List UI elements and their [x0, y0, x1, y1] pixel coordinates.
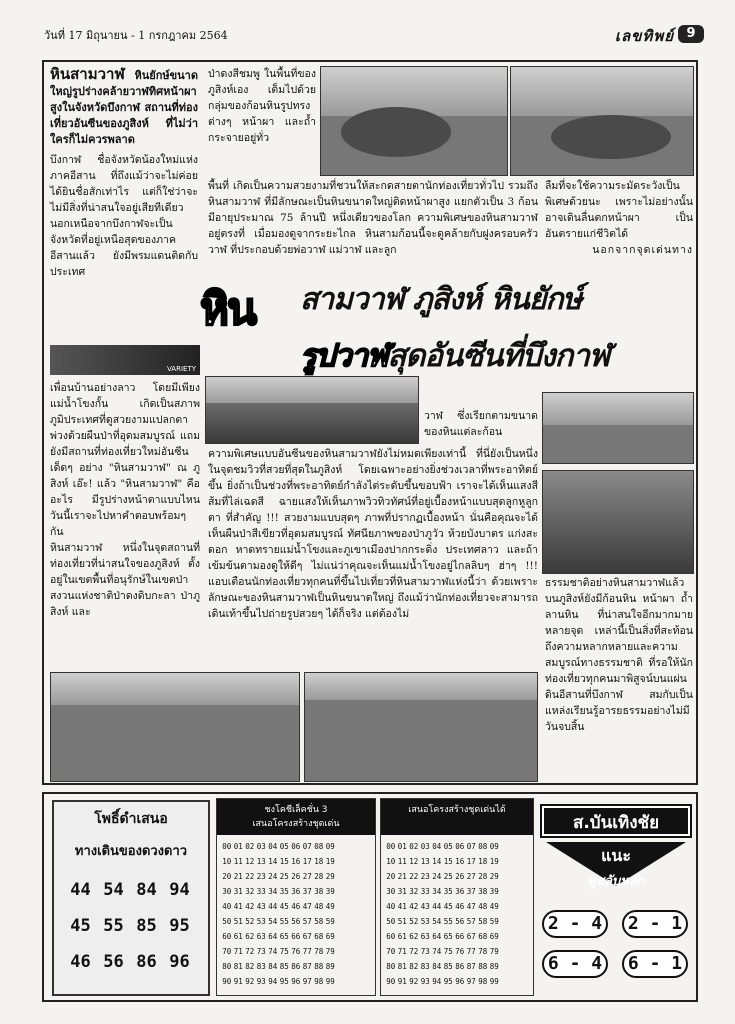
chart-cell: 44: [432, 902, 442, 911]
chart-cell: 87: [466, 962, 476, 971]
chart-cell: 40: [222, 902, 232, 911]
chart-row: [221, 959, 371, 974]
chart-cell: 54: [268, 917, 278, 926]
chart-cell: 57: [302, 917, 312, 926]
chart-cell: 87: [302, 962, 312, 971]
chart-cell: 51: [233, 917, 243, 926]
chart-cell: 86: [291, 962, 301, 971]
pair-badge: 2 - 4: [542, 910, 608, 938]
chart-cell: 45: [443, 902, 453, 911]
chart-cell: 25: [279, 872, 289, 881]
chart-cell: 34: [268, 887, 278, 896]
chart-cell: 52: [409, 917, 419, 926]
chart-cell: 46: [291, 902, 301, 911]
chart-cell: 04: [268, 842, 278, 851]
pair-badge: 6 - 1: [622, 950, 688, 978]
page-header: [44, 24, 704, 46]
chart-cell: 63: [420, 932, 430, 941]
chart-cell: 24: [432, 872, 442, 881]
chart-cell: 98: [314, 977, 324, 986]
chart-cell: 70: [222, 947, 232, 956]
chart-cell: 06: [291, 842, 301, 851]
chart-cell: 96: [455, 977, 465, 986]
chart-cell: 94: [432, 977, 442, 986]
chart-cell: 79: [325, 947, 335, 956]
chart-cell: 97: [302, 977, 312, 986]
chart-cell: 68: [314, 932, 324, 941]
chart-cell: 76: [455, 947, 465, 956]
number-chart-2: [380, 798, 534, 996]
chart-cell: 73: [256, 947, 266, 956]
pairs-label: คู่สลับหลัก: [587, 874, 645, 889]
chart-cell: 04: [432, 842, 442, 851]
photo-sky: [206, 377, 418, 403]
chart-cell: 13: [420, 857, 430, 866]
chart-cell: 84: [432, 962, 442, 971]
chart-cell: 09: [325, 842, 335, 851]
photo-rock-2: [510, 66, 694, 176]
chart-cell: 19: [489, 857, 499, 866]
chart-cell: 31: [233, 887, 243, 896]
chart-cell: 22: [409, 872, 419, 881]
chart-cell: 63: [256, 932, 266, 941]
chart-cell: 06: [455, 842, 465, 851]
chart-cell: 40: [386, 902, 396, 911]
chart-cell: 67: [302, 932, 312, 941]
chart-cell: 95: [443, 977, 453, 986]
chart-cell: 26: [455, 872, 465, 881]
chart-cell: 62: [245, 932, 255, 941]
chart-cell: 64: [432, 932, 442, 941]
brand-name: เลขทิพย์: [614, 27, 674, 45]
chart-row: [221, 944, 371, 959]
chart-cell: 39: [489, 887, 499, 896]
recommend-nae: แนะ: [601, 846, 631, 865]
recommend-panel: [538, 798, 694, 996]
chart-cell: 90: [386, 977, 396, 986]
chart-cell: 32: [245, 887, 255, 896]
photo-rock-shape: [551, 115, 671, 159]
chart-cell: 68: [478, 932, 488, 941]
chart-cell: 17: [302, 857, 312, 866]
chart-cell: 74: [432, 947, 442, 956]
chart-cell: 85: [279, 962, 289, 971]
chart-cell: 00: [222, 842, 232, 851]
chart-cell: 47: [302, 902, 312, 911]
chart-cell: 48: [314, 902, 324, 911]
chart-cell: 20: [222, 872, 232, 881]
page-number: 9: [678, 25, 704, 43]
chart-cells: [217, 835, 375, 993]
pair-badge: 6 - 4: [542, 950, 608, 978]
chart-cell: 74: [268, 947, 278, 956]
photo-rock-3: [542, 392, 694, 464]
chart-cell: 27: [466, 872, 476, 881]
number-chart-1: [216, 798, 376, 996]
headline-title-1: สามวาฬ ภูสิงห์ หินยักษ์: [300, 282, 582, 317]
chart-cell: 75: [279, 947, 289, 956]
chart-cell: 14: [268, 857, 278, 866]
chart-cell: 12: [409, 857, 419, 866]
chart-cell: 47: [466, 902, 476, 911]
chart-cell: 80: [222, 962, 232, 971]
chart-cell: 55: [443, 917, 453, 926]
chart-cell: 02: [409, 842, 419, 851]
chart-cell: 69: [325, 932, 335, 941]
chart-cell: 20: [386, 872, 396, 881]
photo-sky: [511, 67, 693, 116]
chart-cell: 27: [302, 872, 312, 881]
pick-title: โพธิ์ดำเสนอ: [94, 811, 168, 827]
right-top-continued: นอกจากจุดเด่นทาง: [592, 244, 693, 256]
headline-rest-word: สุดอันซีนที่บึงกาฬ: [387, 338, 610, 374]
chart-cell: 60: [386, 932, 396, 941]
chart-cell: 64: [268, 932, 278, 941]
chart-cell: 05: [443, 842, 453, 851]
mid-lower-text: วาฬ ซึ่งเรียกตามขนาดของหินแต่ละก้อน: [424, 410, 538, 438]
chart-cell: 08: [478, 842, 488, 851]
chart-cell: 53: [256, 917, 266, 926]
chart-cell: 81: [397, 962, 407, 971]
chart-row: [221, 899, 371, 914]
lead-title: หินสามวาฬ: [50, 65, 125, 83]
headline-line-1: [200, 270, 700, 335]
chart-cell: 01: [233, 842, 243, 851]
pick-number-grid: [64, 880, 204, 988]
chart-cell: 66: [291, 932, 301, 941]
chart-cell: 92: [245, 977, 255, 986]
chart-row: [385, 959, 529, 974]
chart-cell: 25: [443, 872, 453, 881]
chart-cell: 59: [325, 917, 335, 926]
chart-row: [385, 899, 529, 914]
chart-cell: 51: [397, 917, 407, 926]
chart-cell: 43: [256, 902, 266, 911]
chart-cell: 05: [279, 842, 289, 851]
pick-number: 94: [169, 880, 190, 900]
chart-header: [381, 799, 533, 835]
chart-row: [221, 854, 371, 869]
chart-cell: 44: [268, 902, 278, 911]
chart-row: [385, 884, 529, 899]
pair-badge: 2 - 1: [622, 910, 688, 938]
lead-column: [50, 66, 198, 378]
photo-rock-1: [320, 66, 508, 176]
chart-row: [385, 974, 529, 989]
recommend-title: ส.บันเทิงชัย: [542, 806, 690, 836]
lead-text: หินยักษ์ขนาดใหญ่รูปร่างคล้ายวาฬทิศหน้าผาสูงในจังหวัดบึงกาฬ สถานที่ท่องเที่ยวอันซีนของภูสิงห์ ที่ไม่ว่าใครก็ไม่ควรพลาด: [50, 69, 198, 146]
chart-cell: 10: [222, 857, 232, 866]
chart-cell: 98: [478, 977, 488, 986]
chart-cell: 36: [455, 887, 465, 896]
chart-cell: 38: [478, 887, 488, 896]
variety-label: VARIETY: [166, 365, 196, 373]
chart-row: [221, 884, 371, 899]
chart-title: ชงโคชีเล็คชั่น 3: [264, 805, 328, 815]
chart-cell: 96: [291, 977, 301, 986]
pick-number: 44: [70, 880, 91, 900]
headline-line-2: [300, 330, 700, 376]
chart-cell: 76: [291, 947, 301, 956]
chart-cell: 59: [489, 917, 499, 926]
chart-cell: 42: [409, 902, 419, 911]
chart-cell: 78: [314, 947, 324, 956]
chart-row: [385, 869, 529, 884]
chart-cell: 61: [397, 932, 407, 941]
chart-cell: 35: [279, 887, 289, 896]
chart-cell: 17: [466, 857, 476, 866]
chart-cell: 65: [279, 932, 289, 941]
chart-cell: 15: [443, 857, 453, 866]
chart-cell: 81: [233, 962, 243, 971]
chart-cell: 91: [397, 977, 407, 986]
photo-road-sunset: [205, 376, 419, 444]
issue-date: วันที่ 17 มิถุนายน - 1 กรกฎาคม 2564: [44, 29, 228, 42]
pick-number: 54: [103, 880, 124, 900]
chart-cell: 13: [256, 857, 266, 866]
chart-cell: 39: [325, 887, 335, 896]
chart-cell: 89: [325, 962, 335, 971]
chart-cell: 99: [325, 977, 335, 986]
pick-number: 85: [136, 916, 157, 936]
right-top-text: [545, 178, 693, 258]
chart-cell: 11: [233, 857, 243, 866]
left-paragraph-3: หินสามวาฬ หนึ่งในจุดสถานที่ท่องเที่ยวที่น่าสนใจของภูสิงห์ ตั้งอยู่ในเขตพื้นที่อนุรักษ์ในเขตป่าสงวนแห่งชาติป่าดงดิบกะลา ป่าภูสิงห์ และ: [50, 542, 200, 618]
pick-subtitle: ทางเดินของดวงดาว: [74, 844, 188, 859]
chart-cell: 92: [409, 977, 419, 986]
chart-cell: 01: [397, 842, 407, 851]
chart-cell: 85: [443, 962, 453, 971]
pick-number: 84: [136, 880, 157, 900]
chart-cell: 23: [256, 872, 266, 881]
chart-cell: 30: [386, 887, 396, 896]
chart-row: [221, 869, 371, 884]
chart-cells: [381, 835, 533, 993]
chart-cell: 84: [268, 962, 278, 971]
pick-number: 55: [103, 916, 124, 936]
chart-cell: 24: [268, 872, 278, 881]
lottery-panel: [42, 792, 698, 1002]
mid-top-text: ป่าดงสีชมพู ในพื้นที่ของภูสิงห์เอง เต็มไปด้วยกลุ่มของก้อนหินรูปทรงต่างๆ หน้าผา และถ้ำ กระจายอยู่ทั่ว: [208, 68, 316, 144]
chart-cell: 22: [245, 872, 255, 881]
chart-cell: 99: [489, 977, 499, 986]
chart-cell: 75: [443, 947, 453, 956]
chart-cell: 02: [245, 842, 255, 851]
pick-number: 56: [103, 952, 124, 972]
chart-cell: 30: [222, 887, 232, 896]
chart-cell: 97: [466, 977, 476, 986]
photo-sky: [543, 393, 693, 425]
chart-cell: 07: [466, 842, 476, 851]
chart-cell: 14: [432, 857, 442, 866]
chart-cell: 26: [291, 872, 301, 881]
chart-row: [221, 929, 371, 944]
chart-cell: 37: [466, 887, 476, 896]
chart-cell: 86: [455, 962, 465, 971]
chart-cell: 48: [478, 902, 488, 911]
chart-cell: 69: [489, 932, 499, 941]
chart-header: [217, 799, 375, 835]
chart-cell: 90: [222, 977, 232, 986]
pick-number: 96: [169, 952, 190, 972]
chart-cell: 60: [222, 932, 232, 941]
chart-cell: 28: [314, 872, 324, 881]
chart-cell: 45: [279, 902, 289, 911]
chart-cell: 16: [291, 857, 301, 866]
chart-cell: 95: [279, 977, 289, 986]
chart-cell: 08: [314, 842, 324, 851]
chart-cell: 33: [420, 887, 430, 896]
chart-cell: 77: [466, 947, 476, 956]
headline-hin: หิน: [200, 284, 256, 335]
mid-wide-text: พื้นที่ เกิดเป็นความสวยงามที่ชวนให้สะกดสายตานักท่องเที่ยวทั่วไป รวมถึงหินสามวาฬ ที่มีลักษณะเป็นหินขนาดใหญ่ติดหน้าผาสูง แยกตัวเป็น 3 ก้อน มีอายุประมาณ 75 ล้านปี หนึ่งเดียวของโลก ความพิเศษของหินสามวาฬอยู่ตรงที่ เมื่อมองดูจากระยะไกล หินสามก้อนนี้จะดูคล้ายกับฝูงครอบครัววาฬ ที่ประกอบด้วยพ่อวาฬ แม่วาฬ และลูก: [208, 180, 538, 256]
chart-cell: 41: [397, 902, 407, 911]
chart-cell: 55: [279, 917, 289, 926]
pick-number: 45: [70, 916, 91, 936]
chart-cell: 50: [386, 917, 396, 926]
photo-sky: [51, 673, 299, 705]
chart-row: [221, 974, 371, 989]
chart-cell: 88: [478, 962, 488, 971]
pick-number: 95: [169, 916, 190, 936]
chart-cell: 33: [256, 887, 266, 896]
chart-cell: 23: [420, 872, 430, 881]
chart-cell: 28: [478, 872, 488, 881]
chart-cell: 62: [409, 932, 419, 941]
variety-banner: [50, 345, 200, 375]
chart-cell: 37: [302, 887, 312, 896]
chart-cell: 83: [420, 962, 430, 971]
headline-outline-word: รูปวาฬ: [300, 338, 388, 374]
headline-title-2: [300, 338, 609, 374]
chart-cell: 54: [432, 917, 442, 926]
photo-rock-shape: [341, 107, 451, 157]
chart-cell: 09: [489, 842, 499, 851]
chart-title: เสนอโครงสร้างชุดเด่นได้: [408, 805, 506, 815]
chart-cell: 77: [302, 947, 312, 956]
chart-cell: 89: [489, 962, 499, 971]
chart-cell: 19: [325, 857, 335, 866]
pick-box: [52, 800, 210, 996]
chart-cell: 03: [256, 842, 266, 851]
chart-row: [385, 929, 529, 944]
chart-cell: 71: [397, 947, 407, 956]
left-paragraph-1: บึงกาฬ ชื่อจังหวัดน้องใหม่แห่งภาคอีสาน ที่ถึงแม้ว่าจะไม่ค่อยได้ยินชื่อสักเท่าไร แต่ก็ใช่ว่าจะไม่มีสิ่งที่น่าสนใจอยู่เสียทีเดียว นอกเหนือจากบึงกาฬจะเป็นจังหวัดที่อยู่เหนือสุดของภาคอีสานแล้ว ยังมีพรมแดนติดกับประเทศ: [50, 154, 198, 278]
chart-cell: 18: [314, 857, 324, 866]
chart-cell: 61: [233, 932, 243, 941]
chart-row: [385, 944, 529, 959]
chart-row: [221, 914, 371, 929]
chart-cell: 79: [489, 947, 499, 956]
chart-cell: 53: [420, 917, 430, 926]
chart-cell: 72: [245, 947, 255, 956]
chart-cell: 70: [386, 947, 396, 956]
chart-cell: 16: [455, 857, 465, 866]
chart-cell: 93: [256, 977, 266, 986]
pick-number: 46: [70, 952, 91, 972]
chart-cell: 43: [420, 902, 430, 911]
chart-cell: 12: [245, 857, 255, 866]
chart-cell: 38: [314, 887, 324, 896]
photo-sky: [305, 673, 537, 700]
left-bottom-column: [50, 380, 200, 670]
chart-cell: 50: [222, 917, 232, 926]
chart-cell: 82: [409, 962, 419, 971]
chart-cell: 31: [397, 887, 407, 896]
chart-cell: 11: [397, 857, 407, 866]
chart-cell: 65: [443, 932, 453, 941]
chart-cell: 94: [268, 977, 278, 986]
chart-cell: 82: [245, 962, 255, 971]
chart-subtitle: เสนอโครงสร้างชุดเด่น: [252, 819, 340, 829]
chart-cell: 80: [386, 962, 396, 971]
photo-cloud-sea: [542, 470, 694, 574]
chart-cell: 35: [443, 887, 453, 896]
chart-cell: 18: [478, 857, 488, 866]
chart-cell: 34: [432, 887, 442, 896]
chart-cell: 00: [386, 842, 396, 851]
chart-cell: 83: [256, 962, 266, 971]
chart-cell: 10: [386, 857, 396, 866]
pick-number: 86: [136, 952, 157, 972]
chart-row: [385, 914, 529, 929]
chart-cell: 58: [314, 917, 324, 926]
chart-cell: 42: [245, 902, 255, 911]
chart-cell: 03: [420, 842, 430, 851]
chart-cell: 91: [233, 977, 243, 986]
chart-cell: 57: [466, 917, 476, 926]
chart-cell: 67: [466, 932, 476, 941]
chart-cell: 15: [279, 857, 289, 866]
chart-cell: 49: [489, 902, 499, 911]
chart-row: [385, 854, 529, 869]
chart-cell: 46: [455, 902, 465, 911]
photo-hill: [50, 672, 300, 782]
chart-cell: 71: [233, 947, 243, 956]
chart-cell: 41: [233, 902, 243, 911]
chart-cell: 56: [455, 917, 465, 926]
right-body-text: ธรรมชาติอย่างหินสามวาฬแล้ว บนภูสิงห์ยังมีก้อนหิน หน้าผา ถ้ำ ลานหิน ที่น่าสนใจอีกมากมายหลายจุด เหล่านี้เป็นสิ่งที่สะท้อนถึงความหลากหลายและความสมบูรณ์ทางธรรมชาติ ที่รอให้นักท่องเที่ยวทุกคนมาพิสูจน์บนแผ่นดินอีสานที่บึงกาฬ สมกับเป็นแหล่งเรียนรู้อารยธรรมอย่างไม่มีวันจบสิ้น: [545, 577, 693, 733]
chart-cell: 56: [291, 917, 301, 926]
chart-cell: 21: [397, 872, 407, 881]
photo-rocky-field: [304, 672, 538, 782]
chart-cell: 58: [478, 917, 488, 926]
chart-cell: 52: [245, 917, 255, 926]
chart-cell: 88: [314, 962, 324, 971]
chart-row: [221, 839, 371, 854]
chart-cell: 72: [409, 947, 419, 956]
lead-paragraph: [50, 66, 198, 148]
chart-cell: 66: [455, 932, 465, 941]
chart-cell: 49: [325, 902, 335, 911]
chart-cell: 29: [325, 872, 335, 881]
chart-cell: 78: [478, 947, 488, 956]
chart-cell: 32: [409, 887, 419, 896]
mid-body-text: ความพิเศษแบบอันซีนของหินสามวาฬยังไม่หมดเพียงเท่านี้ ที่นี่ยังเป็นหนึ่งในจุดชมวิวที่สวยที่สุดในภูสิงห์ โดยเฉพาะอย่างยิ่งช่วงเวลาที่พระอาทิตย์ขึ้น ยิ่งถ้าเป็นช่วงที่พระอาทิตย์กำลังไต่ระดับขึ้นขอบฟ้า เราจะได้เห็นแสงสีส้มที่ไล่เฉดสี ฉายแสงให้เห็นภาพวิวทิวทัศน์ที่อยู่เบื้องหน้าแบบสุดลูกหูลูกตา ที่สำคัญ !!! สวยงามแบบสุดๆ ภาพที่ปรากฏเบื้องหน้า นั่นคือคุณจะได้เห็นผืนป่าสีเขียวที่อุดมสมบูรณ์ ทัศนียภาพของป่าภูวัว ห้วยบังบาตร แก่งสะดอก หาดทรายแม่น้ำโขงและภูเขาเมืองปากกระดิ่ง ประเทศลาว และถ้าเข้มข้นตามองดูให้ดีๆ ไม่แน่ว่าคุณจะเห็นแม่น้ำโขงอยู่ไกลลิบๆ ฮ่าๆ !!! แอบเตือนนักท่องเที่ยวทุกคนที่ขึ้นไปเที่ยวที่หินสามวาฬแห่งนี้ว่า ด้วยเพราะลักษณะของหินสามวาฬเป็นหินขนาดใหญ่ ถึงแม้ว่านักท่องเที่ยวจะสามารถเดินเท้าขึ้นไปถ่ายรูปสวยๆ ได้ก็จริง แต่ต้องไม่: [208, 448, 538, 620]
right-top-paragraph: ลืมที่จะใช้ความระมัดระวังเป็นพิเศษด้วยนะ เพราะไม่อย่างนั้นอาจเดินลื่นตกหน้าผา เป็นอันตรายแก่ชีวิตได้: [545, 180, 693, 240]
left-paragraph-2: เพื่อนบ้านอย่างลาว โดยมีเพียงแม่น้ำโขงกั้น เกิดเป็นสภาพภูมิประเทศที่ดูสวยงามแปลกตา พ่วงด้วยผืนป่าที่อุดมสมบูรณ์ แถมยังมีสถานที่ท่องเที่ยวใหม่อันซีนเด็ดๆ อย่าง "หินสามวาฬ" ณ ภูสิงห์ เอ๊ะ! แล้ว "หินสามวาฬ" คืออะไร มีรูปร่างหน้าตาแบบไหน วันนี้เราจะไปหาคำตอบพร้อมๆ กัน: [50, 382, 200, 538]
chart-cell: 07: [302, 842, 312, 851]
chart-cell: 29: [489, 872, 499, 881]
chart-cell: 21: [233, 872, 243, 881]
chart-cell: 36: [291, 887, 301, 896]
chart-row: [385, 839, 529, 854]
chart-cell: 73: [420, 947, 430, 956]
chart-cell: 93: [420, 977, 430, 986]
